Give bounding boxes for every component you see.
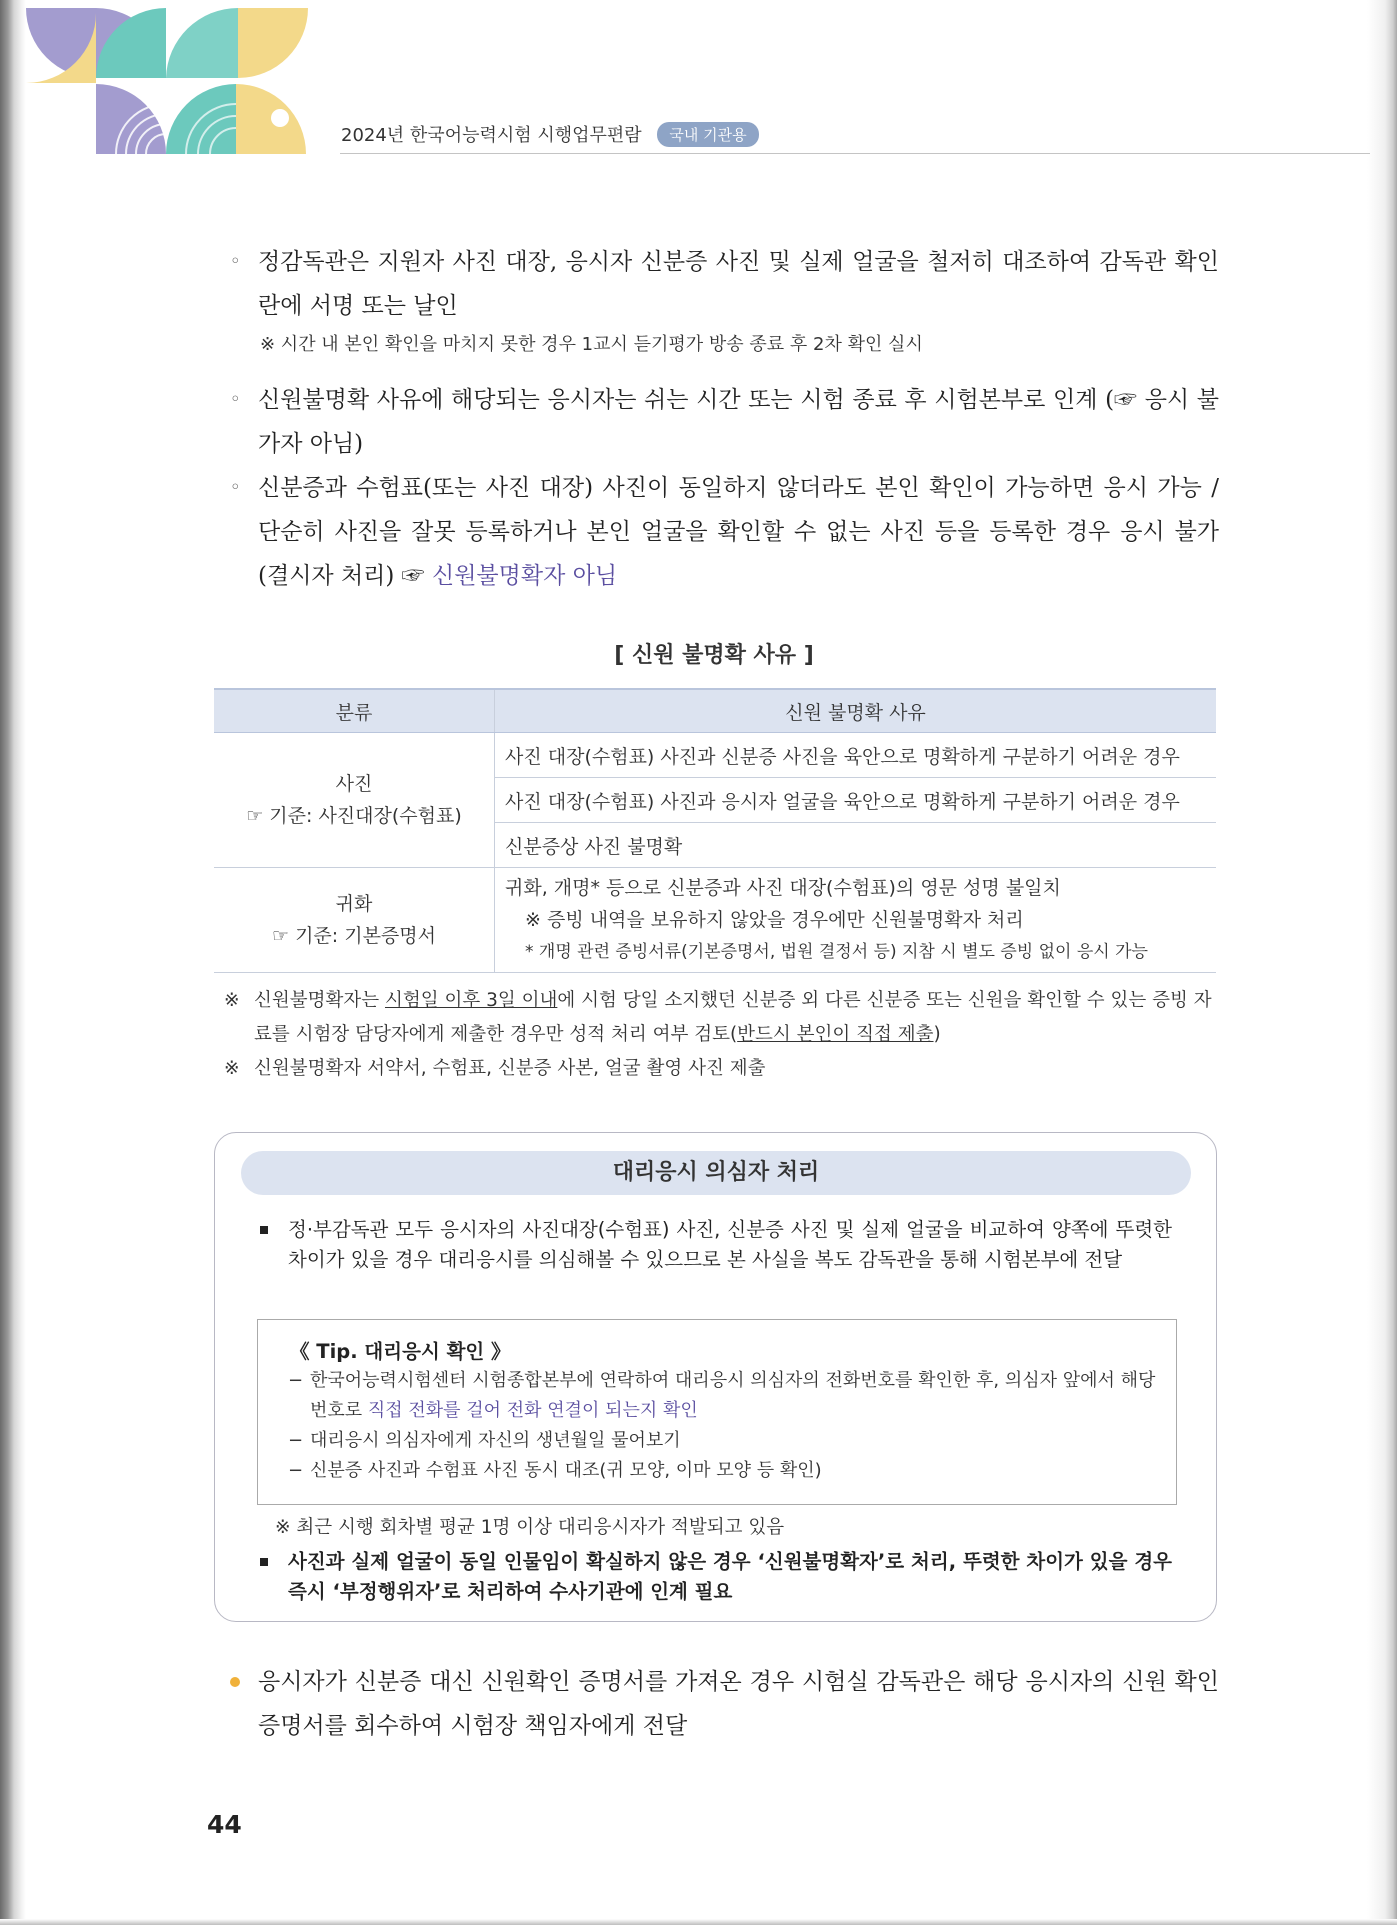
square-bullet bbox=[260, 1558, 268, 1566]
header-category: 분류 bbox=[214, 689, 495, 733]
bullet-2 bbox=[214, 378, 1219, 466]
page-number: 44 bbox=[207, 1810, 242, 1839]
reason-cell: 사진 대장(수험표) 사진과 응시자 얼굴을 육안으로 명확하게 구분하기 어려운 경우 bbox=[495, 778, 1217, 823]
audience-badge: 국내 기관용 bbox=[657, 122, 758, 147]
footnotes bbox=[224, 984, 1224, 1086]
square-bullet bbox=[260, 1226, 268, 1234]
footnote-1 bbox=[224, 984, 1224, 1052]
naturalization-note: ※ 증빙 내역을 보유하지 않았을 경우에만 신원불명확자 처리 bbox=[525, 909, 1024, 931]
box-item-2 bbox=[260, 1547, 1172, 1607]
header-divider bbox=[340, 153, 1370, 154]
footnote-1-text-a: 신원불명확자는 bbox=[254, 990, 385, 1011]
box-item-2-text: 사진과 실제 얼굴이 동일 인물임이 확실하지 않은 경우 ‘신원불명확자’로 처리, 뚜렷한 차이가 있을 경우 즉시 ‘부정행위자’로 처리하여 수사기관에 인계 필요 bbox=[288, 1550, 1172, 1603]
bullet-1-text: 정감독관은 지원자 사진 대장, 응시자 신분증 사진 및 실제 얼굴을 철저히 대조하여 감독관 확인란에 서명 또는 날인 bbox=[258, 249, 1219, 319]
dash-marker: − bbox=[288, 1430, 304, 1451]
bullet-3-text bbox=[258, 466, 1219, 598]
table-row bbox=[214, 733, 1216, 778]
bullet-marker: ◦ bbox=[230, 251, 241, 272]
bullet-3-highlight: 신원불명확자 아님 bbox=[431, 563, 618, 589]
footnote-mark: ※ bbox=[224, 990, 240, 1011]
tip-line-3 bbox=[288, 1456, 1158, 1486]
box-item-1 bbox=[260, 1215, 1172, 1275]
tip-line-1-highlight: 직접 전화를 걸어 전화 연결이 되는지 확인 bbox=[367, 1400, 698, 1421]
tip-line-1 bbox=[288, 1366, 1158, 1426]
footnote-1-text-c: ) bbox=[933, 1024, 941, 1045]
category-naturalization-name: 귀화 bbox=[335, 893, 373, 915]
bullet-marker: ◦ bbox=[230, 389, 241, 410]
reason-cell bbox=[495, 868, 1217, 973]
header-decoration bbox=[26, 8, 346, 154]
footnote-1-emphasis: 반드시 본인이 직접 제출 bbox=[737, 1024, 934, 1045]
naturalization-reason: 귀화, 개명* 등으로 신분증과 사진 대장(수험표)의 영문 성명 불일치 bbox=[505, 877, 1061, 899]
header-reason: 신원 불명확 사유 bbox=[495, 689, 1217, 733]
category-photo bbox=[214, 733, 495, 868]
box-title: 대리응시 의심자 처리 bbox=[241, 1151, 1191, 1195]
bullet-3 bbox=[214, 466, 1219, 598]
bullet-1 bbox=[214, 240, 1219, 360]
category-naturalization-basis: ☞ 기준: 기본증명서 bbox=[272, 925, 436, 947]
tip-line-2-text: 대리응시 의심자에게 자신의 생년월일 물어보기 bbox=[310, 1430, 681, 1451]
running-header bbox=[341, 121, 759, 147]
final-bullet-text: 응시자가 신분증 대신 신원확인 증명서를 가져온 경우 시험실 감독관은 해당 응시자의 신원 확인 증명서를 회수하여 시험장 책임자에게 전달 bbox=[258, 1669, 1219, 1739]
running-header-title: 2024년 한국어능력시험 시행업무편람 bbox=[341, 125, 642, 146]
tip-box bbox=[257, 1319, 1177, 1505]
category-photo-basis: ☞ 기준: 사진대장(수험표) bbox=[246, 805, 462, 827]
dash-marker: − bbox=[288, 1370, 304, 1391]
box-note: ※ 최근 시행 회차별 평균 1명 이상 대리응시자가 적발되고 있음 bbox=[275, 1517, 785, 1538]
table-row bbox=[214, 868, 1216, 973]
identity-unclear-reasons-table bbox=[214, 688, 1216, 973]
box-item-1-text: 정·부감독관 모두 응시자의 사진대장(수험표) 사진, 신분증 사진 및 실제 얼굴을 비교하여 양쪽에 뚜렷한 차이가 있을 경우 대리응시를 의심해볼 수 있으므로 본 사실을 복도 감독관을 통해 시험본부에 전달 bbox=[288, 1218, 1172, 1271]
footnote-2-text: 신원불명확자 서약서, 수험표, 신분증 사본, 얼굴 촬영 사진 제출 bbox=[254, 1058, 766, 1079]
table-title: [ 신원 불명확 사유 ] bbox=[614, 643, 814, 668]
footnote-mark: ※ bbox=[224, 1058, 240, 1079]
bullet-1-note: ※ 시간 내 본인 확인을 마치지 못한 경우 1교시 듣기평가 방송 종료 후 2차 확인 실시 bbox=[260, 334, 923, 355]
tip-title: 《 Tip. 대리응시 확인 》 bbox=[290, 1340, 511, 1363]
proxy-exam-suspect-box bbox=[214, 1132, 1217, 1622]
category-naturalization bbox=[214, 868, 495, 973]
bullet-2-text: 신원불명확 사유에 해당되는 응시자는 쉬는 시간 또는 시험 종료 후 시험본부로 인계 (☞ 응시 불가자 아님) bbox=[258, 387, 1219, 457]
bullet-marker: ◦ bbox=[230, 477, 241, 498]
final-bullet bbox=[214, 1660, 1219, 1748]
naturalization-subnote: * 개명 관련 증빙서류(기본증명서, 법원 결정서 등) 지참 시 별도 증빙 없이 응시 가능 bbox=[525, 942, 1148, 962]
bullet-3-body: 신분증과 수험표(또는 사진 대장) 사진이 동일하지 않더라도 본인 확인이 가능하면 응시 가능 / 단순히 사진을 잘못 등록하거나 본인 얼굴을 확인할 수 없는 사진 등을 등록한 경우 응시 불가 (결시자 처리) ☞ bbox=[258, 475, 1219, 589]
category-photo-name: 사진 bbox=[335, 773, 373, 795]
dash-marker: − bbox=[288, 1460, 304, 1481]
tip-line-2 bbox=[288, 1426, 1158, 1456]
book-spine-shadow bbox=[0, 0, 26, 1925]
tip-line-3-text: 신분증 사진과 수험표 사진 동시 대조(귀 모양, 이마 모양 등 확인) bbox=[310, 1460, 822, 1481]
footnote-1-deadline: 시험일 이후 3일 이내 bbox=[384, 990, 558, 1011]
footnote-2 bbox=[224, 1052, 1224, 1086]
page-bottom-edge bbox=[0, 1919, 1397, 1925]
reason-cell: 사진 대장(수험표) 사진과 신분증 사진을 육안으로 명확하게 구분하기 어려운 경우 bbox=[495, 733, 1217, 778]
tip-line-1-text: 한국어능력시험센터 시험종합본부에 연락하여 대리응시 의심자의 전화번호를 확인한 후, 의심자 앞에서 해당 번호로 bbox=[310, 1370, 1156, 1421]
reason-cell: 신분증상 사진 불명확 bbox=[495, 823, 1217, 868]
page-edge-shadow bbox=[1367, 0, 1397, 1925]
footnote-1-text-b: 에 시험 당일 소지했던 신분증 외 다른 신분증 또는 신원을 확인할 수 있는 증빙 자료를 시험장 담당자에게 제출한 경우만 성적 처리 여부 검토( bbox=[254, 990, 1212, 1045]
table-header-row bbox=[214, 689, 1216, 733]
orange-bullet-dot bbox=[230, 1677, 240, 1687]
